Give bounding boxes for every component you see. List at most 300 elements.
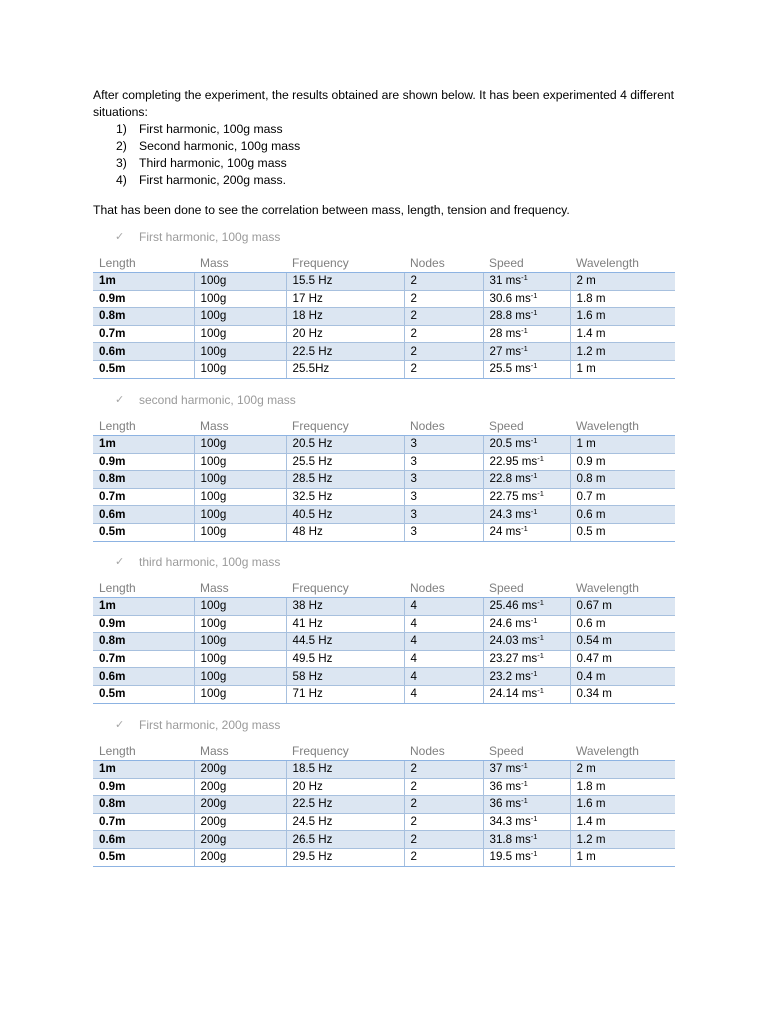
- speed-exponent: -1: [521, 273, 528, 283]
- col-mass-cell: 100g: [194, 650, 286, 668]
- speed-unit: ms: [515, 832, 531, 846]
- col-speed-cell: [483, 308, 570, 326]
- col-mass-cell: 100g: [194, 308, 286, 326]
- situation-list: [93, 121, 693, 189]
- col-wavelength-cell: 0.6 m: [570, 615, 675, 633]
- speed-exponent: -1: [537, 598, 544, 608]
- list-item: [93, 121, 693, 138]
- col-length-cell: 1m: [93, 273, 194, 291]
- col-mass-cell: 200g: [194, 831, 286, 849]
- col-wavelength-cell: 1.2 m: [570, 343, 675, 361]
- table-row: [93, 273, 675, 291]
- speed-value: 19.5: [489, 850, 516, 864]
- table-row: [93, 343, 675, 361]
- col-mass-cell: 200g: [194, 778, 286, 796]
- speed-value: 24.6: [489, 616, 516, 630]
- column-header-mass: Mass: [194, 417, 286, 436]
- col-nodes-cell: 2: [404, 848, 483, 866]
- column-header-mass: Mass: [194, 254, 286, 273]
- col-speed-cell: [483, 360, 570, 378]
- table-body: [93, 273, 675, 379]
- col-speed-cell: [483, 290, 570, 308]
- table-row: [93, 290, 675, 308]
- col-frequency-cell: 28.5 Hz: [286, 471, 404, 489]
- col-speed-cell: [483, 436, 570, 454]
- speed-exponent: -1: [521, 524, 528, 534]
- table-row: [93, 615, 675, 633]
- speed-exponent: -1: [530, 308, 538, 318]
- col-frequency-cell: 71 Hz: [286, 685, 404, 703]
- col-wavelength-cell: 1 m: [570, 436, 675, 454]
- speed-unit: ms: [521, 599, 538, 613]
- list-item: [93, 138, 693, 155]
- col-speed-cell: [483, 471, 570, 489]
- col-mass-cell: 100g: [194, 453, 286, 471]
- speed-exponent: -1: [530, 668, 538, 678]
- check-icon: ✓: [115, 719, 125, 731]
- col-nodes-cell: 4: [404, 668, 483, 686]
- col-nodes-cell: 4: [404, 615, 483, 633]
- results-table: [93, 742, 675, 867]
- section-title: second harmonic, 100g mass: [139, 393, 296, 407]
- col-wavelength-cell: 0.47 m: [570, 650, 675, 668]
- col-frequency-cell: 38 Hz: [286, 598, 404, 616]
- speed-exponent: -1: [537, 489, 544, 499]
- col-mass-cell: 100g: [194, 615, 286, 633]
- col-mass-cell: 100g: [194, 290, 286, 308]
- col-length-cell: 1m: [93, 436, 194, 454]
- speed-value: 24: [489, 525, 506, 539]
- column-header-mass: Mass: [194, 579, 286, 598]
- table-row: [93, 685, 675, 703]
- col-length-cell: 0.8m: [93, 308, 194, 326]
- col-wavelength-cell: 0.8 m: [570, 471, 675, 489]
- column-header-nodes: Nodes: [404, 579, 483, 598]
- col-length-cell: 0.6m: [93, 506, 194, 524]
- col-length-cell: 0.9m: [93, 290, 194, 308]
- speed-value: 24.3: [489, 507, 516, 521]
- col-frequency-cell: 18 Hz: [286, 308, 404, 326]
- section-heading: [93, 553, 280, 571]
- col-wavelength-cell: 1.4 m: [570, 813, 675, 831]
- col-speed-cell: [483, 778, 570, 796]
- speed-unit: ms: [505, 779, 522, 793]
- col-length-cell: 0.5m: [93, 360, 194, 378]
- column-header-speed: Speed: [483, 254, 570, 273]
- col-nodes-cell: 4: [404, 598, 483, 616]
- col-length-cell: 0.7m: [93, 650, 194, 668]
- col-length-cell: 0.9m: [93, 453, 194, 471]
- check-icon: ✓: [115, 394, 125, 406]
- list-number: 2): [116, 139, 127, 153]
- col-speed-cell: [483, 650, 570, 668]
- column-header-wavelength: Wavelength: [570, 742, 675, 761]
- speed-unit: ms: [515, 291, 531, 305]
- speed-exponent: -1: [530, 506, 538, 516]
- column-header-wavelength: Wavelength: [570, 417, 675, 436]
- col-length-cell: 0.6m: [93, 831, 194, 849]
- col-nodes-cell: 2: [404, 813, 483, 831]
- speed-value: 23.2: [489, 669, 516, 683]
- speed-unit: ms: [521, 652, 538, 666]
- speed-unit: ms: [515, 850, 531, 864]
- table-row: [93, 506, 675, 524]
- speed-value: 37: [489, 762, 506, 776]
- col-nodes-cell: 2: [404, 290, 483, 308]
- table-row: [93, 761, 675, 779]
- col-mass-cell: 100g: [194, 360, 286, 378]
- table-row: [93, 831, 675, 849]
- column-header-length: Length: [93, 417, 194, 436]
- list-number: 1): [116, 122, 127, 136]
- col-wavelength-cell: 1.4 m: [570, 325, 675, 343]
- header-row: [93, 579, 675, 598]
- speed-unit: ms: [505, 797, 522, 811]
- col-wavelength-cell: 1.6 m: [570, 796, 675, 814]
- table-row: [93, 813, 675, 831]
- list-item: [93, 155, 693, 172]
- col-speed-cell: [483, 668, 570, 686]
- col-frequency-cell: 26.5 Hz: [286, 831, 404, 849]
- table-row: [93, 650, 675, 668]
- column-header-speed: Speed: [483, 742, 570, 761]
- col-mass-cell: 200g: [194, 848, 286, 866]
- list-number: 3): [116, 156, 127, 170]
- col-mass-cell: 200g: [194, 813, 286, 831]
- col-frequency-cell: 20 Hz: [286, 778, 404, 796]
- col-speed-cell: [483, 453, 570, 471]
- col-speed-cell: [483, 488, 570, 506]
- col-length-cell: 0.5m: [93, 685, 194, 703]
- col-length-cell: 0.9m: [93, 778, 194, 796]
- col-speed-cell: [483, 598, 570, 616]
- results-section: [93, 716, 675, 866]
- col-length-cell: 0.8m: [93, 796, 194, 814]
- col-mass-cell: 100g: [194, 343, 286, 361]
- results-section: [93, 391, 675, 541]
- table-row: [93, 308, 675, 326]
- col-nodes-cell: 2: [404, 325, 483, 343]
- col-frequency-cell: 15.5 Hz: [286, 273, 404, 291]
- col-wavelength-cell: 0.9 m: [570, 453, 675, 471]
- col-speed-cell: [483, 506, 570, 524]
- col-wavelength-cell: 0.7 m: [570, 488, 675, 506]
- column-header-frequency: Frequency: [286, 579, 404, 598]
- speed-unit: ms: [515, 362, 531, 376]
- col-mass-cell: 100g: [194, 523, 286, 541]
- results-table: [93, 417, 675, 542]
- col-length-cell: 0.9m: [93, 615, 194, 633]
- table-head: [93, 254, 675, 273]
- speed-unit: ms: [515, 616, 531, 630]
- results-table: [93, 579, 675, 704]
- speed-exponent: -1: [530, 471, 538, 481]
- col-frequency-cell: 20 Hz: [286, 325, 404, 343]
- speed-value: 28: [489, 327, 506, 341]
- col-nodes-cell: 2: [404, 360, 483, 378]
- col-frequency-cell: 25.5Hz: [286, 360, 404, 378]
- speed-exponent: -1: [537, 686, 544, 696]
- table-row: [93, 523, 675, 541]
- col-length-cell: 1m: [93, 761, 194, 779]
- speed-value: 34.3: [489, 815, 516, 829]
- col-length-cell: 0.7m: [93, 325, 194, 343]
- col-mass-cell: 100g: [194, 633, 286, 651]
- col-length-cell: 0.6m: [93, 343, 194, 361]
- col-mass-cell: 100g: [194, 685, 286, 703]
- section-title: First harmonic, 100g mass: [139, 230, 281, 244]
- list-item: [93, 172, 693, 189]
- check-icon: ✓: [115, 556, 125, 568]
- speed-exponent: -1: [530, 615, 538, 625]
- col-nodes-cell: 3: [404, 506, 483, 524]
- col-speed-cell: [483, 523, 570, 541]
- col-wavelength-cell: 2 m: [570, 761, 675, 779]
- results-section: [93, 228, 675, 378]
- table-row: [93, 325, 675, 343]
- speed-value: 30.6: [489, 291, 516, 305]
- table-row: [93, 471, 675, 489]
- list-text: First harmonic, 200g mass.: [139, 173, 286, 187]
- col-frequency-cell: 58 Hz: [286, 668, 404, 686]
- table-row: [93, 668, 675, 686]
- table-row: [93, 436, 675, 454]
- column-header-nodes: Nodes: [404, 254, 483, 273]
- column-header-nodes: Nodes: [404, 417, 483, 436]
- speed-exponent: -1: [530, 814, 538, 824]
- col-nodes-cell: 3: [404, 436, 483, 454]
- section-heading: [93, 391, 296, 409]
- table-head: [93, 742, 675, 761]
- header-row: [93, 742, 675, 761]
- speed-value: 22.8: [489, 472, 516, 486]
- col-wavelength-cell: 0.54 m: [570, 633, 675, 651]
- col-mass-cell: 100g: [194, 471, 286, 489]
- speed-unit: ms: [505, 274, 522, 288]
- speed-value: 25.46: [489, 599, 522, 613]
- speed-value: 27: [489, 344, 506, 358]
- speed-value: 31.8: [489, 832, 516, 846]
- speed-value: 22.95: [489, 454, 522, 468]
- col-speed-cell: [483, 633, 570, 651]
- col-frequency-cell: 25.5 Hz: [286, 453, 404, 471]
- section-title: First harmonic, 200g mass: [139, 718, 281, 732]
- section-title: third harmonic, 100g mass: [139, 555, 281, 569]
- col-speed-cell: [483, 831, 570, 849]
- col-frequency-cell: 32.5 Hz: [286, 488, 404, 506]
- col-frequency-cell: 17 Hz: [286, 290, 404, 308]
- speed-exponent: -1: [530, 849, 538, 859]
- col-wavelength-cell: 0.6 m: [570, 506, 675, 524]
- column-header-mass: Mass: [194, 742, 286, 761]
- col-nodes-cell: 4: [404, 650, 483, 668]
- col-speed-cell: [483, 685, 570, 703]
- speed-value: 36: [489, 797, 506, 811]
- col-speed-cell: [483, 325, 570, 343]
- col-speed-cell: [483, 813, 570, 831]
- col-frequency-cell: 18.5 Hz: [286, 761, 404, 779]
- speed-value: 31: [489, 274, 506, 288]
- speed-unit: ms: [521, 490, 538, 504]
- table-row: [93, 360, 675, 378]
- column-header-length: Length: [93, 579, 194, 598]
- speed-unit: ms: [515, 669, 531, 683]
- speed-exponent: -1: [521, 343, 528, 353]
- column-header-wavelength: Wavelength: [570, 254, 675, 273]
- speed-exponent: -1: [521, 778, 528, 788]
- col-length-cell: 0.6m: [93, 668, 194, 686]
- list-text: Second harmonic, 100g mass: [139, 139, 301, 153]
- col-length-cell: 0.7m: [93, 813, 194, 831]
- col-nodes-cell: 3: [404, 523, 483, 541]
- speed-value: 20.5: [489, 437, 516, 451]
- col-frequency-cell: 41 Hz: [286, 615, 404, 633]
- col-frequency-cell: 29.5 Hz: [286, 848, 404, 866]
- speed-exponent: -1: [530, 290, 538, 300]
- table-head: [93, 417, 675, 436]
- col-speed-cell: [483, 796, 570, 814]
- speed-exponent: -1: [521, 326, 528, 336]
- col-mass-cell: 100g: [194, 436, 286, 454]
- col-wavelength-cell: 2 m: [570, 273, 675, 291]
- table-row: [93, 488, 675, 506]
- column-header-nodes: Nodes: [404, 742, 483, 761]
- col-wavelength-cell: 0.4 m: [570, 668, 675, 686]
- speed-unit: ms: [521, 687, 538, 701]
- column-header-length: Length: [93, 254, 194, 273]
- intro-block: [93, 87, 693, 189]
- section-heading: [93, 228, 280, 246]
- table-row: [93, 848, 675, 866]
- col-wavelength-cell: 1 m: [570, 848, 675, 866]
- table-head: [93, 579, 675, 598]
- col-wavelength-cell: 1.6 m: [570, 308, 675, 326]
- col-nodes-cell: 3: [404, 453, 483, 471]
- correlation-paragraph: That has been done to see the correlation between mass, length, tension and frequency.: [93, 203, 570, 217]
- speed-unit: ms: [515, 507, 531, 521]
- col-mass-cell: 100g: [194, 598, 286, 616]
- col-length-cell: 0.8m: [93, 633, 194, 651]
- col-frequency-cell: 40.5 Hz: [286, 506, 404, 524]
- col-speed-cell: [483, 761, 570, 779]
- col-wavelength-cell: 1 m: [570, 360, 675, 378]
- col-speed-cell: [483, 343, 570, 361]
- table-row: [93, 453, 675, 471]
- column-header-speed: Speed: [483, 417, 570, 436]
- results-section: [93, 553, 675, 703]
- column-header-wavelength: Wavelength: [570, 579, 675, 598]
- col-mass-cell: 100g: [194, 488, 286, 506]
- col-speed-cell: [483, 273, 570, 291]
- speed-unit: ms: [505, 327, 522, 341]
- results-table: [93, 254, 675, 379]
- col-mass-cell: 200g: [194, 796, 286, 814]
- speed-unit: ms: [505, 762, 522, 776]
- speed-value: 25.5: [489, 362, 516, 376]
- col-nodes-cell: 2: [404, 308, 483, 326]
- col-wavelength-cell: 0.34 m: [570, 685, 675, 703]
- check-icon: ✓: [115, 231, 125, 243]
- table-row: [93, 598, 675, 616]
- speed-value: 22.75: [489, 490, 522, 504]
- col-frequency-cell: 22.5 Hz: [286, 796, 404, 814]
- intro-paragraph: After completing the experiment, the results obtained are shown below. It has been experimented 4 different situations:: [93, 88, 675, 119]
- col-nodes-cell: 4: [404, 685, 483, 703]
- speed-exponent: -1: [521, 761, 528, 771]
- speed-value: 23.27: [489, 652, 522, 666]
- col-wavelength-cell: 0.67 m: [570, 598, 675, 616]
- speed-unit: ms: [521, 634, 538, 648]
- speed-exponent: -1: [537, 633, 544, 643]
- col-frequency-cell: 22.5 Hz: [286, 343, 404, 361]
- table-row: [93, 778, 675, 796]
- col-frequency-cell: 48 Hz: [286, 523, 404, 541]
- section-heading: [93, 716, 280, 734]
- col-speed-cell: [483, 848, 570, 866]
- list-number: 4): [116, 173, 127, 187]
- col-nodes-cell: 4: [404, 633, 483, 651]
- list-text: Third harmonic, 100g mass: [139, 156, 287, 170]
- list-text: First harmonic, 100g mass: [139, 122, 283, 136]
- column-header-frequency: Frequency: [286, 417, 404, 436]
- speed-exponent: -1: [537, 651, 544, 661]
- col-wavelength-cell: 0.5 m: [570, 523, 675, 541]
- col-mass-cell: 100g: [194, 273, 286, 291]
- col-wavelength-cell: 1.8 m: [570, 290, 675, 308]
- table-body: [93, 761, 675, 867]
- header-row: [93, 254, 675, 273]
- col-nodes-cell: 2: [404, 831, 483, 849]
- col-nodes-cell: 2: [404, 778, 483, 796]
- col-nodes-cell: 3: [404, 488, 483, 506]
- col-nodes-cell: 2: [404, 343, 483, 361]
- speed-value: 24.03: [489, 634, 522, 648]
- table-row: [93, 796, 675, 814]
- col-length-cell: 0.8m: [93, 471, 194, 489]
- speed-unit: ms: [505, 344, 522, 358]
- speed-unit: ms: [515, 472, 531, 486]
- speed-value: 24.14: [489, 687, 522, 701]
- col-frequency-cell: 20.5 Hz: [286, 436, 404, 454]
- col-frequency-cell: 49.5 Hz: [286, 650, 404, 668]
- col-wavelength-cell: 1.8 m: [570, 778, 675, 796]
- col-mass-cell: 200g: [194, 761, 286, 779]
- column-header-length: Length: [93, 742, 194, 761]
- speed-value: 36: [489, 779, 506, 793]
- speed-exponent: -1: [537, 453, 544, 463]
- col-speed-cell: [483, 615, 570, 633]
- table-body: [93, 436, 675, 542]
- column-header-frequency: Frequency: [286, 254, 404, 273]
- col-mass-cell: 100g: [194, 668, 286, 686]
- col-nodes-cell: 2: [404, 273, 483, 291]
- col-frequency-cell: 24.5 Hz: [286, 813, 404, 831]
- column-header-speed: Speed: [483, 579, 570, 598]
- speed-unit: ms: [515, 437, 531, 451]
- column-header-frequency: Frequency: [286, 742, 404, 761]
- speed-exponent: -1: [530, 831, 538, 841]
- col-mass-cell: 100g: [194, 325, 286, 343]
- table-row: [93, 633, 675, 651]
- col-nodes-cell: 2: [404, 761, 483, 779]
- speed-unit: ms: [515, 815, 531, 829]
- col-nodes-cell: 3: [404, 471, 483, 489]
- header-row: [93, 417, 675, 436]
- speed-exponent: -1: [521, 796, 528, 806]
- col-mass-cell: 100g: [194, 506, 286, 524]
- col-length-cell: 0.7m: [93, 488, 194, 506]
- col-wavelength-cell: 1.2 m: [570, 831, 675, 849]
